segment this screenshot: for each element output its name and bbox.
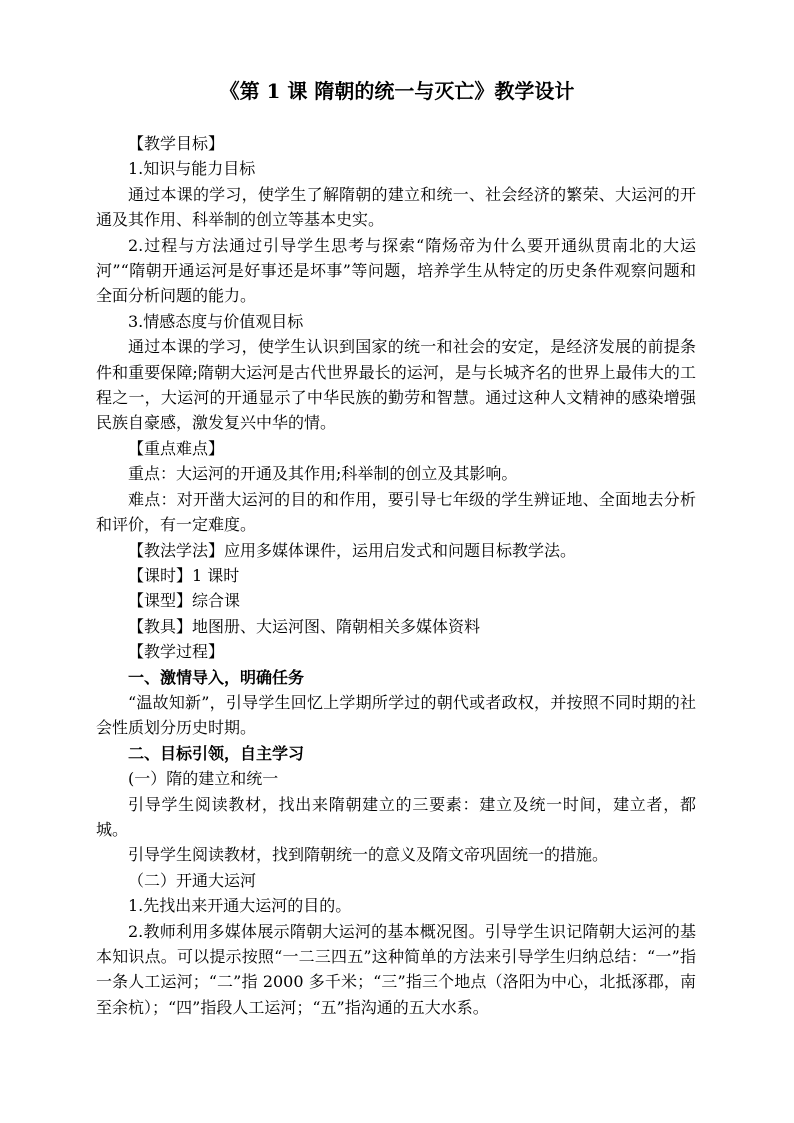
teaching-aids-text: 【教具】地图册、大运河图、隋朝相关多媒体资料 [128,616,481,636]
key-point-text: 重点：大运河的开通及其作用;科举制的创立及其影响。 [128,464,518,484]
goal-emotion-text: 通过本课的学习，使学生认识到国家的统一和社会的安定，是经济发展的前提条件和重要保障;隋朝大运河是古代世界最长的运河，是与长城齐名的世界上最伟大的工程之一，大运河的开通显示了中华民族的勤劳和智慧。通过这种人文精神的感染增强民族自豪感，激发复兴中华的情。 [96,337,696,433]
grand-canal-step-1-text: 1.先找出来开通大运河的目的。 [128,896,352,916]
subsection-grand-canal-heading: （二）开通大运河 [128,870,257,890]
subsection-sui-unification-heading: (一）隋的建立和统一 [128,769,279,789]
goal-knowledge-text: 通过本课的学习，使学生了解隋朝的建立和统一、社会经济的繁荣、大运河的开通及其作用、科举制的创立等基本史实。 [96,184,696,230]
goal-process-text: 2.过程与方法通过引导学生思考与探索“隋炀帝为什么要开通纵贯南北的大运河”“隋朝开通运河是好事还是坏事”等问题，培养学生从特定的历史条件观察问题和全面分析问题的能力。 [96,235,696,306]
section-heading-key-points: 【重点难点】 [128,438,225,458]
class-type-text: 【课型】综合课 [128,591,241,611]
teaching-method-text: 【教法学法】应用多媒体课件，运用启发式和问题目标教学法。 [128,540,577,560]
goal-knowledge-heading: 1.知识与能力目标 [128,159,256,179]
document-title: 《第 1 课 隋朝的统一与灭亡》教学设计 [219,79,575,103]
section-heading-teaching-process: 【教学过程】 [128,642,225,662]
subsection-sui-unification-text-2: 引导学生阅读教材，找到隋朝统一的意义及隋文帝巩固统一的措施。 [128,845,609,865]
document-body [96,131,696,1020]
class-hours-text: 【课时】1 课时 [128,565,240,585]
process-step-1-heading: 一、激情导入，明确任务 [128,667,305,687]
subsection-sui-unification-text-1: 引导学生阅读教材，找出来隋朝建立的三要素：建立及统一时间，建立者，都城。 [96,794,696,839]
difficult-point-text: 难点：对开凿大运河的目的和作用，要引导七年级的学生辨证地、全面地去分析和评价，有一定难度。 [96,489,696,535]
grand-canal-step-2-text: 2.教师利用多媒体展示隋朝大运河的基本概况图。引导学生识记隋朝大运河的基本知识点。可以提示按照“一二三四五”这种简单的方法来引导学生归纳总结：“一”指一条人工运河；“二”指 2000 多千米；“三”指三个地点（洛阳为中心，北抵涿郡，南至余杭）；“四”指段人工运河；“五”指沟通的五大水系。 [96,921,696,1017]
process-step-1-text: “温故知新”，引导学生回忆上学期所学过的朝代或者政权，并按照不同时期的社会性质划分历史时期。 [96,692,696,738]
process-step-2-heading: 二、目标引领，自主学习 [128,743,305,763]
section-heading-teaching-goals: 【教学目标】 [128,134,225,153]
goal-emotion-heading: 3.情感态度与价值观目标 [128,311,304,331]
